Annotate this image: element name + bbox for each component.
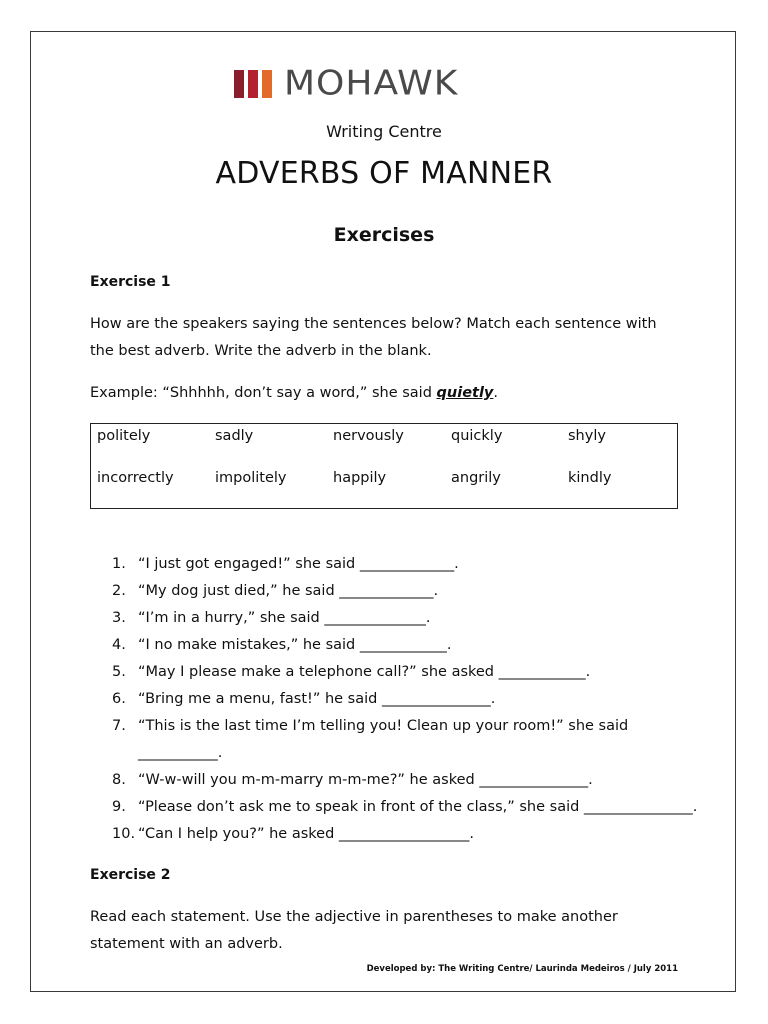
exercise-1-instructions: How are the speakers saying the sentences below? Match each sentence with the best adverb. Write the adverb in the blank. xyxy=(90,316,657,359)
sentence-item xyxy=(112,686,712,713)
adverb-option: sadly xyxy=(215,428,254,444)
sentence-item xyxy=(112,578,712,605)
sentence-text: “I just got engaged!” she said _____________. xyxy=(138,556,459,572)
sentence-text: “W-w-will you m-m-marry m-m-me?” he asked _______________. xyxy=(138,772,593,788)
sentence-item xyxy=(112,551,712,578)
logo-bar-1 xyxy=(234,70,244,98)
sentence-text: “I no make mistakes,” he said ____________. xyxy=(138,637,452,653)
adverb-option: happily xyxy=(333,470,387,486)
sentence-number: 9. xyxy=(112,799,126,815)
adverb-word-box xyxy=(90,423,678,509)
sentence-item xyxy=(112,605,712,632)
sentence-item xyxy=(112,659,712,686)
sentence-text: “This is the last time I’m telling you! Clean up your room!” she said ___________. xyxy=(138,718,629,761)
logo-bar-3 xyxy=(262,70,272,98)
adverb-option: nervously xyxy=(333,428,404,444)
adverb-option: politely xyxy=(97,428,151,444)
sentence-item xyxy=(112,632,712,659)
sentence-item xyxy=(112,713,712,767)
sentence-text: “May I please make a telephone call?” she asked ____________. xyxy=(138,664,591,680)
sentence-number: 8. xyxy=(112,772,126,788)
sentence-text: “Bring me a menu, fast!” he said _______________. xyxy=(138,691,496,707)
sentence-number: 4. xyxy=(112,637,126,653)
sentence-number: 1. xyxy=(112,556,126,572)
sentence-list xyxy=(112,551,712,848)
adverb-option: shyly xyxy=(568,428,606,444)
sentence-number: 6. xyxy=(112,691,126,707)
example-suffix: . xyxy=(493,385,498,401)
sentence-item xyxy=(112,794,712,821)
sentence-item xyxy=(112,821,712,848)
logo-bars-icon xyxy=(234,70,272,98)
sentence-text: “My dog just died,” he said _____________. xyxy=(138,583,439,599)
logo-wordmark: MOHAWK xyxy=(284,64,459,103)
adverb-option: kindly xyxy=(568,470,612,486)
page-title: ADVERBS OF MANNER xyxy=(215,156,553,191)
sentence-number: 10. xyxy=(112,826,136,842)
adverb-option: quickly xyxy=(451,428,503,444)
sentence-number: 5. xyxy=(112,664,126,680)
sentence-text: “Can I help you?” he asked __________________. xyxy=(138,826,474,842)
example-prefix: Example: “Shhhhh, don’t say a word,” she said xyxy=(90,385,437,401)
mohawk-logo xyxy=(234,64,459,103)
sentence-number: 7. xyxy=(112,718,126,734)
sentence-number: 3. xyxy=(112,610,126,626)
section-title: Exercises xyxy=(333,224,435,246)
sentence-number: 2. xyxy=(112,583,126,599)
adverb-option: impolitely xyxy=(215,470,287,486)
sentence-item xyxy=(112,767,712,794)
adverb-option: angrily xyxy=(451,470,501,486)
footer-credit: Developed by: The Writing Centre/ Laurinda Medeiros / July 2011 xyxy=(366,964,678,974)
example-answer: quietly xyxy=(436,385,494,401)
sentence-text: “I’m in a hurry,” she said ______________. xyxy=(138,610,431,626)
adverb-option: incorrectly xyxy=(97,470,174,486)
exercise-2-heading: Exercise 2 xyxy=(90,867,171,883)
example-sentence xyxy=(90,380,680,407)
exercise-2-instructions: Read each statement. Use the adjective in parentheses to make another statement with an adverb. xyxy=(90,909,618,952)
sentence-text: “Please don’t ask me to speak in front of the class,” she said _______________. xyxy=(138,799,698,815)
subtitle: Writing Centre xyxy=(326,122,442,141)
logo-bar-2 xyxy=(248,70,258,98)
exercise-1-heading: Exercise 1 xyxy=(90,274,171,290)
